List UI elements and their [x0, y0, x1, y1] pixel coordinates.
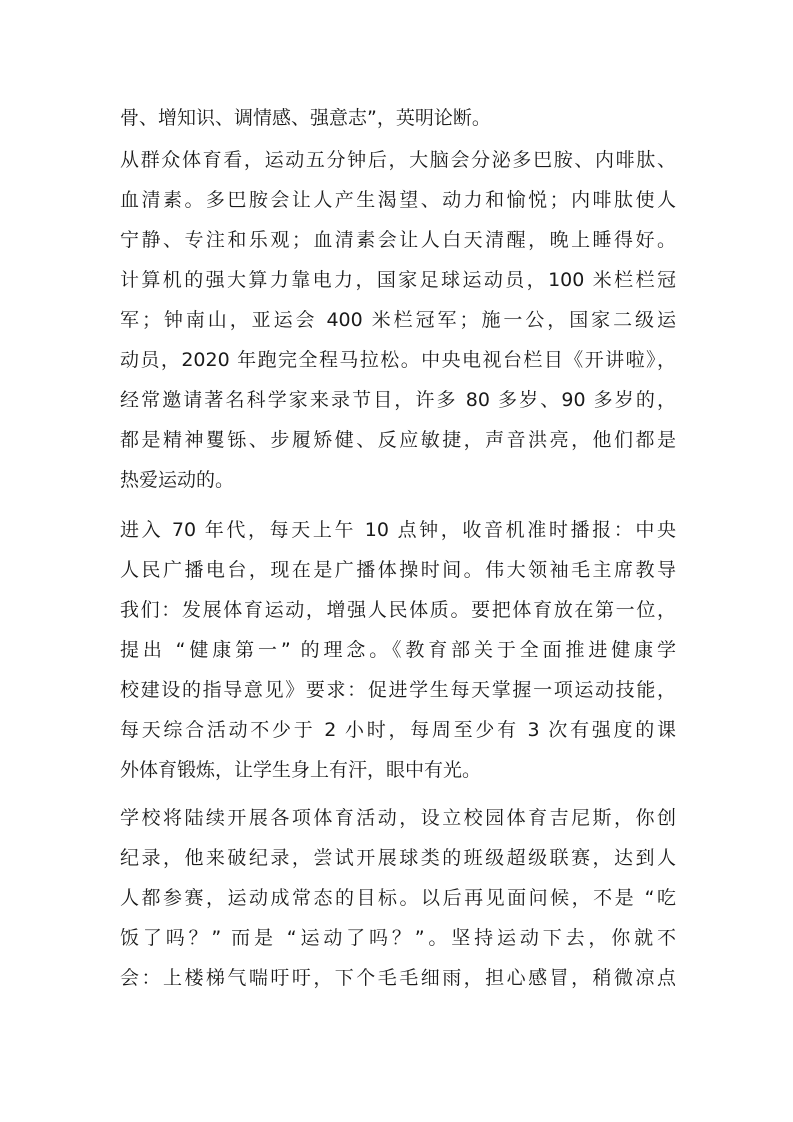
- paragraph-2-line-2: 血清素。多巴胺会让人产生渴望、动力和愉悦；内啡肽使人: [120, 189, 676, 211]
- paragraph-5-line-5: 会：上楼梯气喘吁吁，下个毛毛细雨，担心感冒，稍微凉点: [120, 967, 676, 989]
- paragraph-4-line-4: 提出 “健康第一” 的理念。《教育部关于全面推进健康学: [120, 639, 676, 661]
- paragraph-2-line-1: 从群众体育看，运动五分钟后，大脑会分泌多巴胺、内啡肽、: [120, 149, 676, 171]
- paragraph-5-line-4: 饭了吗？” 而是 “运动了吗？”。坚持运动下去，你就不: [120, 927, 676, 949]
- paragraph-5-line-2: 纪录，他来破纪录，尝试开展球类的班级超级联赛，达到人: [120, 847, 676, 869]
- paragraph-1-line-1: 骨、增知识、调情感、强意志”，英明论断。: [120, 107, 491, 129]
- paragraph-5-line-3: 人都参赛，运动成常态的目标。以后再见面问候，不是 “吃: [120, 887, 676, 909]
- paragraph-2-line-3: 宁静、专注和乐观；血清素会让人白天清醒，晚上睡得好。: [120, 229, 676, 251]
- paragraph-5-line-1: 学校将陆续开展各项体育活动，设立校园体育吉尼斯，你创: [120, 807, 676, 829]
- paragraph-4-line-1: 进入 70 年代，每天上午 10 点钟，收音机准时播报：中央: [120, 519, 676, 541]
- paragraph-3-line-2: 军；钟南山，亚运会 400 米栏冠军；施一公，国家二级运: [120, 309, 676, 331]
- paragraph-4-line-2: 人民广播电台，现在是广播体操时间。伟大领袖毛主席教导: [120, 559, 676, 581]
- paragraph-3-line-5: 都是精神矍铄、步履矫健、反应敏捷，声音洪亮，他们都是: [120, 429, 676, 451]
- paragraph-3-line-3: 动员，2020 年跑完全程马拉松。中央电视台栏目《开讲啦》，: [120, 349, 676, 371]
- paragraph-4-line-3: 我们：发展体育运动，增强人民体质。要把体育放在第一位，: [120, 599, 676, 621]
- paragraph-4-line-5: 校建设的指导意见》要求：促进学生每天掌握一项运动技能，: [120, 679, 676, 701]
- paragraph-3-line-4: 经常邀请著名科学家来录节目，许多 80 多岁、90 多岁的，: [120, 389, 676, 411]
- paragraph-3-line-1: 计算机的强大算力靠电力，国家足球运动员，100 米栏栏冠: [120, 269, 676, 291]
- paragraph-4-line-7: 外体育锻炼，让学生身上有汗，眼中有光。: [120, 759, 482, 781]
- paragraph-4-line-6: 每天综合活动不少于 2 小时，每周至少有 3 次有强度的课: [120, 719, 676, 741]
- paragraph-3-line-6: 热爱运动的。: [120, 469, 235, 491]
